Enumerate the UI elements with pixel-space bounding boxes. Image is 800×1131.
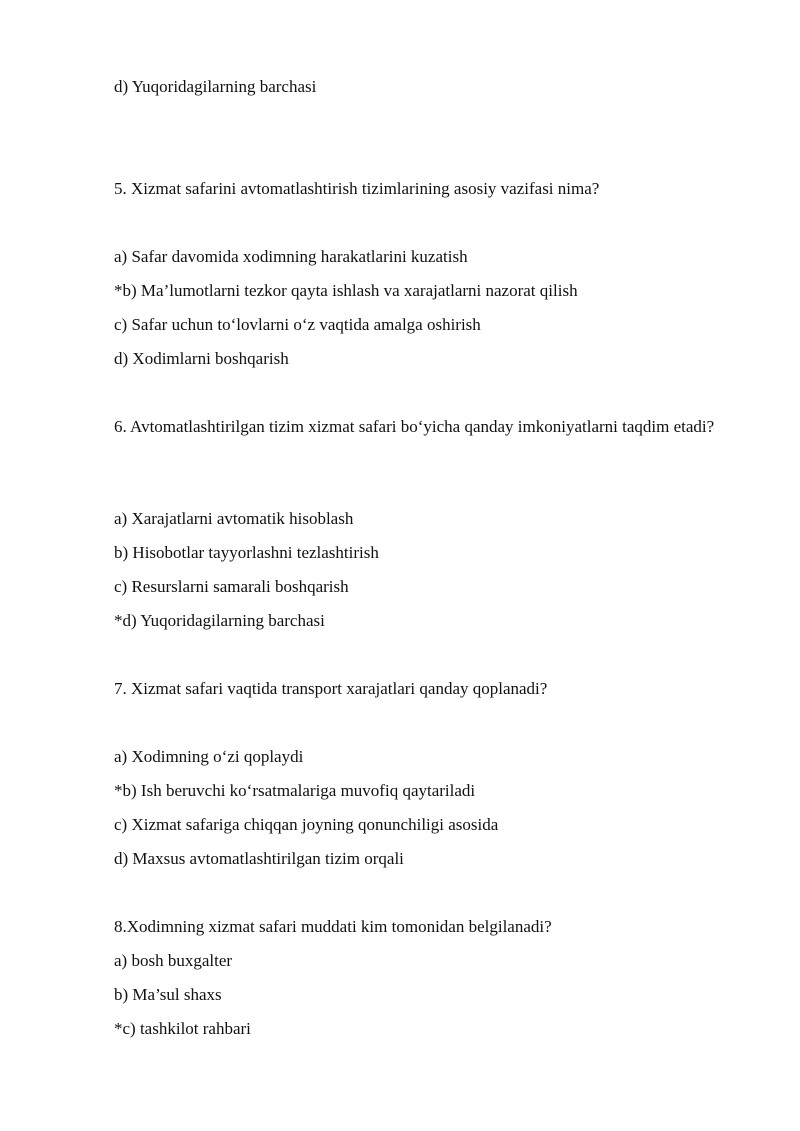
answer-option: c) Xizmat safariga chiqqan joyning qonunchiligi asosida [114,815,499,834]
answer-option: a) Safar davomida xodimning harakatlarini kuzatish [114,247,468,266]
answer-option: d) Maxsus avtomatlashtirilgan tizim orqali [114,849,404,868]
answer-option: d) Yuqoridagilarning barchasi [114,77,317,96]
answer-option: b) Hisobotlar tayyorlashni tezlashtirish [114,543,379,562]
question-text: 7. Xizmat safari vaqtida transport xarajatlari qanday qoplanadi? [114,679,548,698]
answer-option: *b) Ma’lumotlarni tezkor qayta ishlash va xarajatlarni nazorat qilish [114,281,578,300]
answer-option: a) Xodimning o‘zi qoplaydi [114,747,304,766]
answer-option: c) Resurslarni samarali boshqarish [114,577,349,596]
answer-option: c) Safar uchun to‘lovlarni o‘z vaqtida amalga oshirish [114,315,481,334]
question-text: 5. Xizmat safarini avtomatlashtirish tizimlarining asosiy vazifasi nima? [114,179,600,198]
answer-option: a) Xarajatlarni avtomatik hisoblash [114,509,354,528]
answer-option: a) bosh buxgalter [114,951,233,970]
question-text: 6. Avtomatlashtirilgan tizim xizmat safari bo‘yicha qanday imkoniyatlarni taqdim etadi? [114,417,715,436]
answer-option: *c) tashkilot rahbari [114,1019,251,1038]
answer-option: *d) Yuqoridagilarning barchasi [114,611,325,630]
answer-option: b) Ma’sul shaxs [114,985,222,1004]
question-text: 8.Xodimning xizmat safari muddati kim tomonidan belgilanadi? [114,917,552,936]
answer-option: d) Xodimlarni boshqarish [114,349,289,368]
answer-option: *b) Ish beruvchi ko‘rsatmalariga muvofiq qaytariladi [114,781,476,800]
